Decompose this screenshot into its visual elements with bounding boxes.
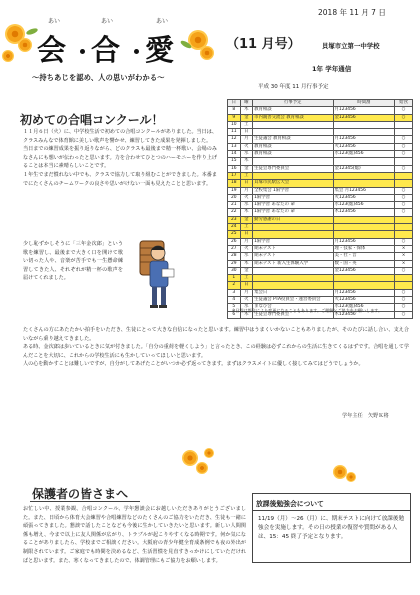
schedule-day: 8 — [228, 107, 241, 114]
slogan: ～持ちあじを認め、人の思いがわかる～ — [32, 73, 165, 82]
schedule-lunch — [395, 158, 413, 165]
chorus-paragraph: 当日までの練習成果を振り返りながら、どのクラスも最後まで精一杯歌い、会場のみなさんにも想いが伝わったと思います。力を合わせてひとつのハーモニーを作り上げることは本当に素晴らしいことです。 — [23, 146, 217, 170]
schedule-event — [253, 282, 333, 289]
schedule-row — [228, 282, 413, 289]
newsletter-type: 1年 学年通信 — [312, 65, 352, 73]
schedule-row — [228, 260, 413, 267]
schedule-timetable — [333, 129, 395, 136]
schedule-caption: 平成 30 年度 11 月行事予定 — [258, 84, 329, 90]
schedule-day: 26 — [228, 238, 241, 245]
schedule-timetable — [333, 121, 395, 128]
flower-decoration-icon — [18, 38, 32, 52]
schedule-row — [228, 187, 413, 194]
schedule-lunch: ○ — [395, 194, 413, 201]
schedule-event — [253, 129, 333, 136]
schedule-timetable — [333, 282, 395, 289]
parents-text: お忙しい中、授業参観、合唱コンクール、学年懇談会にお越しいただきありがとうございました。また、日頃から体育大会練習や合唱練習などのたくさんのご協力をいただき、生徒も一緒に頑張ってきました。懇談で話したことなども今後に生かしていきたいと思います。新しい人間関係も増え、今まで以上に友人関係が広がり、トラブルが起こりやすくなる時期です。何か気になることがありましたら、学校までご相談ください。大阪府の青少年健全育成条例でも夜の外出が制限されています。ご家庭でも時間を決めるなど、生活習慣を見直すきっかけにしていただければと思います。また、寒くなってきましたので、体調管理にもご協力をお願いします。 — [23, 506, 246, 564]
schedule-weekday: 土 — [240, 172, 253, 179]
schedule-weekday: 火 — [240, 194, 253, 201]
schedule-row — [228, 107, 413, 114]
schedule-day: 30 — [228, 267, 241, 274]
schedule-day: 4 — [228, 297, 241, 304]
schedule-timetable: 金12345(総) — [333, 165, 395, 172]
schedule-weekday: 水 — [240, 151, 253, 158]
schedule-weekday: 木 — [240, 311, 253, 318]
schedule-header-row — [228, 100, 413, 107]
schedule-row — [228, 129, 413, 136]
title-furigana-2: あい — [101, 18, 114, 25]
col-day: 日 — [228, 100, 241, 107]
schedule-row — [228, 158, 413, 165]
schedule-lunch — [395, 224, 413, 231]
col-event: 行事予定 — [253, 100, 333, 107]
schedule-lunch — [395, 129, 413, 136]
schedule-event: 1限学習 — [253, 238, 333, 245]
schedule-day: 22 — [228, 209, 241, 216]
schedule-day: 28 — [228, 253, 241, 260]
schedule-lunch: ○ — [395, 143, 413, 150]
schedule-weekday: 日 — [240, 180, 253, 187]
schedule-lunch: ○ — [395, 297, 413, 304]
schedule-lunch: ○ — [395, 267, 413, 274]
schedule-event: 全校集会 1限学習 — [253, 187, 333, 194]
schedule-lunch — [395, 275, 413, 282]
schedule-row — [228, 231, 413, 238]
schedule-day: 15 — [228, 158, 241, 165]
schedule-timetable: 火123456 — [333, 194, 395, 201]
chorus-paragraph: １年生でまだ慣れない中でも、クラスで協力して取り組むことができました。本番までにたくさんのチームワークの良さや思いがけない一面も見えたことと思います。 — [23, 171, 217, 187]
schedule-event: 生徒議会 教育相談 — [253, 136, 333, 143]
flower-decoration-icon — [200, 46, 214, 60]
schedule-lunch: × — [395, 260, 413, 267]
schedule-lunch: ○ — [395, 238, 413, 245]
schedule-table — [227, 99, 413, 319]
schedule-day: 3 — [228, 289, 241, 296]
schedule-weekday: 金 — [240, 165, 253, 172]
study-box-heading: 放課後勉強会について — [256, 500, 324, 508]
schedule-weekday: 金 — [240, 114, 253, 121]
schedule-weekday: 木 — [240, 260, 253, 267]
schedule-weekday: 土 — [240, 121, 253, 128]
title-dot-1 — [80, 49, 85, 54]
schedule-lunch — [395, 231, 413, 238]
schedule-row — [228, 216, 413, 223]
chorus-intro-text — [23, 128, 217, 188]
col-lunch: 給食 — [395, 100, 413, 107]
schedule-day: 24 — [228, 224, 241, 231]
schedule-weekday: 日 — [240, 282, 253, 289]
schedule-event — [253, 158, 333, 165]
school-name: 貝塚市立第一中学校 — [322, 42, 380, 50]
schedule-weekday: 木 — [240, 107, 253, 114]
schedule-timetable — [333, 180, 395, 187]
schedule-lunch: ○ — [395, 311, 413, 318]
schedule-event — [253, 172, 333, 179]
schedule-day: 12 — [228, 136, 241, 143]
schedule-weekday: 火 — [240, 245, 253, 252]
schedule-timetable: 月123456 — [333, 136, 395, 143]
schedule-weekday: 土 — [240, 224, 253, 231]
schedule-event: 期末テスト 新入生体験入学 — [253, 260, 333, 267]
chorus-paragraph: 少し恥ずかしそうに「三年金次郎」という歌を練習し、最後まで大きく口を開けて歌い切った人や、音楽が苦手でも一生懸命練習してきた人、それぞれが精一杯の歌声を届けてくれました。 — [23, 241, 123, 282]
schedule-event: 期末テスト — [253, 253, 333, 260]
schedule-weekday: 日 — [240, 231, 253, 238]
schedule-day: 14 — [228, 151, 241, 158]
schedule-timetable: 金123456 — [333, 267, 395, 274]
chorus-reflection-text — [23, 326, 409, 369]
schedule-timetable: 数・国・英 — [333, 260, 395, 267]
schedule-timetable: 木123456 — [333, 209, 395, 216]
schedule-timetable: 美・社・音 — [333, 253, 395, 260]
schedule-lunch: ○ — [395, 136, 413, 143]
schedule-event: まなび会 — [253, 304, 333, 311]
schedule-row — [228, 253, 413, 260]
schedule-day: 17 — [228, 172, 241, 179]
schedule-event — [253, 231, 333, 238]
flower-decoration-icon — [346, 472, 356, 482]
schedule-timetable — [333, 216, 395, 223]
schedule-weekday: 月 — [240, 136, 253, 143]
schedule-day: 13 — [228, 143, 241, 150]
schedule-lunch — [395, 180, 413, 187]
schedule-lunch — [395, 172, 413, 179]
schedule-lunch — [395, 216, 413, 223]
schedule-event: 1限学習 — [253, 194, 333, 201]
schedule-lunch: ○ — [395, 209, 413, 216]
schedule-timetable: 水123(総)456 — [333, 151, 395, 158]
schedule-lunch: ○ — [395, 304, 413, 311]
schedule-event: 教育相談 — [253, 151, 333, 158]
study-box-divider — [252, 510, 411, 511]
schedule-row — [228, 194, 413, 201]
schedule-timetable — [333, 231, 395, 238]
schedule-timetable — [333, 172, 395, 179]
schedule-event: 貝塚市民駅伝大会 — [253, 180, 333, 187]
schedule-lunch: ○ — [395, 289, 413, 296]
schedule-weekday: 金 — [240, 267, 253, 274]
schedule-day: 29 — [228, 260, 241, 267]
schedule-event: 勤労感謝の日 — [253, 216, 333, 223]
schedule-lunch: × — [395, 253, 413, 260]
flower-decoration-icon — [196, 462, 208, 474]
schedule-day: 11 — [228, 129, 241, 136]
schedule-timetable: 水123(総)456 — [333, 304, 395, 311]
schedule-weekday: 火 — [240, 143, 253, 150]
schedule-lunch — [395, 282, 413, 289]
flower-decoration-icon — [182, 450, 198, 466]
title-char-go: 合 — [91, 33, 121, 67]
schedule-event — [253, 275, 333, 282]
schedule-lunch: ○ — [395, 114, 413, 121]
schedule-weekday: 木 — [240, 209, 253, 216]
chorus-paragraph: 人の心を動かすことは難しいですが、自分がしてあげたことがいつか必ず返ってきます。まずはクラスメイトに優しく接してみてはどうでしょうか。 — [23, 361, 364, 368]
schedule-timetable: 水123(総)456 — [333, 202, 395, 209]
schedule-lunch: × — [395, 245, 413, 252]
schedule-timetable: 集会 月123456 — [333, 187, 395, 194]
schedule-event: 期末テスト — [253, 245, 333, 252]
schedule-weekday: 日 — [240, 129, 253, 136]
schedule-row — [228, 245, 413, 252]
schedule-event: 教育相談 — [253, 107, 333, 114]
schedule-timetable — [333, 224, 395, 231]
schedule-weekday: 火 — [240, 297, 253, 304]
schedule-row — [228, 267, 413, 274]
schedule-timetable: 理・技家・保体 — [333, 245, 395, 252]
schedule-timetable: 月123456 — [333, 238, 395, 245]
schedule-timetable: 火123456 — [333, 297, 395, 304]
schedule-row — [228, 151, 413, 158]
issue-month: （11 月号） — [226, 37, 301, 52]
schedule-day: 9 — [228, 114, 241, 121]
schedule-event: 1限学習 あなたの 命 — [253, 209, 333, 216]
col-weekday: 曜 — [240, 100, 253, 107]
schedule-timetable: 月123456 — [333, 289, 395, 296]
schedule-timetable: 木123456 — [333, 311, 395, 318]
schedule-event — [253, 267, 333, 274]
chorus-story-text — [23, 240, 123, 283]
schedule-event: 市内親善交流会 教育相談 — [253, 114, 333, 121]
title-furigana-1: あい — [48, 18, 61, 25]
flower-decoration-icon — [333, 465, 347, 479]
schedule-weekday: 土 — [240, 275, 253, 282]
schedule-timetable — [333, 158, 395, 165]
schedule-lunch: ○ — [395, 187, 413, 194]
schedule-lunch — [395, 121, 413, 128]
schedule-lunch: ○ — [395, 202, 413, 209]
schedule-weekday: 金 — [240, 216, 253, 223]
schedule-row — [228, 238, 413, 245]
chorus-heading: 初めての合唱コンクール！ — [20, 113, 164, 127]
schedule-note: ※日程は都合により変更になることもあります。ご理解とご協力をお願いします。 — [232, 308, 383, 313]
schedule-event: 集会日 — [253, 289, 333, 296]
schedule-day: 1 — [228, 275, 241, 282]
chorus-paragraph: ある時、金次郎は歩いているときに気が付きました。「自分の重荷を軽くしよう」と言ったとき、この経験は必ずこれからの生活に生きてくるはずです。合唱を通して学んだことを大切に、これからの学校生活にも生かしていってほしいと思います。 — [23, 344, 409, 359]
schedule-weekday: 木 — [240, 158, 253, 165]
schedule-row — [228, 114, 413, 121]
schedule-event: 生徒会専門委員会 — [253, 165, 333, 172]
schedule-event: 生徒議会 PTA役員会・運営委員会 — [253, 297, 333, 304]
schedule-day: 27 — [228, 245, 241, 252]
schedule-row — [228, 297, 413, 304]
schedule-row — [228, 172, 413, 179]
schedule-day: 16 — [228, 165, 241, 172]
schedule-row — [228, 143, 413, 150]
schedule-day: 18 — [228, 180, 241, 187]
schedule-day: 10 — [228, 121, 241, 128]
col-timetable: 時間割 — [333, 100, 395, 107]
schedule-weekday: 水 — [240, 202, 253, 209]
title-furigana-3: あい — [156, 18, 169, 25]
kinjiro-statue-illustration — [126, 233, 186, 318]
schedule-weekday: 月 — [240, 289, 253, 296]
schedule-timetable — [333, 275, 395, 282]
schedule-day: 5 — [228, 304, 241, 311]
schedule-day: 25 — [228, 231, 241, 238]
schedule-day: 19 — [228, 187, 241, 194]
schedule-day: 6 — [228, 311, 241, 318]
schedule-day: 2 — [228, 282, 241, 289]
schedule-timetable: 月123456 — [333, 107, 395, 114]
parents-heading-underline — [30, 501, 140, 502]
schedule-event: 1限学習 あなたの 命 — [253, 202, 333, 209]
issue-date: 2018 年 11 月 7 日 — [318, 8, 386, 17]
schedule-event: 教育相談 — [253, 143, 333, 150]
schedule-row — [228, 202, 413, 209]
signature: 学年主任 矢野Ｋ将 — [342, 413, 389, 419]
chorus-paragraph: １１月６日（火）に、中学校生活で初めての合唱コンクールがありました。当日は、クラスみんなで体育館に美しい歌声を響かせ、練習してきた成果を発揮しました。 — [23, 129, 217, 144]
schedule-lunch: ○ — [395, 151, 413, 158]
schedule-row — [228, 209, 413, 216]
flower-decoration-icon — [204, 448, 214, 458]
schedule-weekday: 月 — [240, 238, 253, 245]
schedule-row — [228, 289, 413, 296]
schedule-row — [228, 165, 413, 172]
schedule-weekday: 水 — [240, 253, 253, 260]
schedule-row — [228, 224, 413, 231]
schedule-day: 21 — [228, 202, 241, 209]
parents-heading: 保護者の皆さまへ — [32, 487, 129, 501]
title-char-ai: 愛 — [145, 33, 175, 67]
schedule-day: 20 — [228, 194, 241, 201]
schedule-weekday: 水 — [240, 304, 253, 311]
schedule-timetable: 金123456 — [333, 114, 395, 121]
schedule-event — [253, 224, 333, 231]
schedule-lunch: ○ — [395, 107, 413, 114]
schedule-weekday: 月 — [240, 187, 253, 194]
study-box-text: 11/19（月）～26（月）に、期末テストに向けて放課後勉強会を実施します。その日の授業の復習や質問がある人は、15：45 終了予定となります。 — [258, 516, 405, 540]
schedule-row — [228, 275, 413, 282]
schedule-timetable: 火123456 — [333, 143, 395, 150]
schedule-row — [228, 136, 413, 143]
chorus-paragraph: たくさんの方にあたたかい拍手をいただき、生徒にとって大きな自信になったと思います。練習中はうまくいかないこともありましたが、そのたびに話し合い、支え合いながら乗り越えてきました。 — [23, 327, 409, 342]
flower-decoration-icon — [2, 50, 14, 62]
schedule-event: 生徒会専門委員会 — [253, 311, 333, 318]
schedule-day: 23 — [228, 216, 241, 223]
title-dot-2 — [134, 49, 139, 54]
schedule-lunch: ○ — [395, 165, 413, 172]
title-char-kai: 会 — [37, 33, 67, 67]
schedule-row — [228, 121, 413, 128]
schedule-row — [228, 180, 413, 187]
schedule-event — [253, 121, 333, 128]
